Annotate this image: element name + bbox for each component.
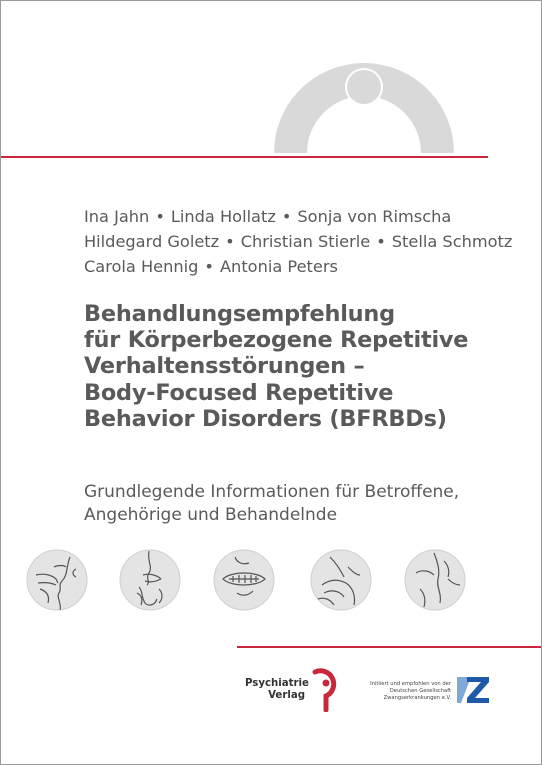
title-line: Body-Focused Repetitive [84, 379, 394, 406]
author-name: Linda Hollatz [170, 207, 276, 226]
author-separator: • [155, 207, 165, 226]
title-line: Behavior Disorders (BFRBDs) [84, 405, 447, 432]
authors-block [84, 204, 524, 279]
psychiatrie-verlag-logo-icon [309, 666, 343, 712]
subtitle-line: Angehörige und Behandelnde [84, 505, 338, 525]
lip-biting-illustration [119, 549, 181, 611]
title-line: Behandlungsempfehlung [84, 301, 395, 327]
top-red-rule [1, 156, 488, 158]
society-text [347, 681, 451, 702]
publisher-name-line-1: Psychiatrie [245, 678, 309, 689]
bottom-red-rule [237, 646, 541, 648]
title-line: Verhaltensstörungen – [84, 353, 365, 380]
society-text-line: Initiiert und empfohlen von der [370, 681, 451, 687]
author-separator: • [204, 257, 214, 276]
subtitle-line: Grundlegende Informationen für Betroffene, [84, 482, 460, 502]
society-text-line: Zwangserkrankungen e.V. [383, 695, 451, 701]
authors-line-1 [84, 204, 524, 229]
dgz-logo-icon [455, 674, 491, 706]
publisher-name-line-2: Verlag [268, 690, 305, 701]
hair-pulling-illustration [404, 549, 466, 611]
authors-line-3 [84, 254, 524, 279]
book-title [84, 301, 524, 432]
author-separator: • [281, 207, 292, 226]
author-name: Hildegard Goletz [84, 232, 220, 251]
arc-logo-icon [1, 1, 541, 171]
title-line: für Körperbezogene Repetitive [84, 327, 469, 354]
author-name: Ina Jahn [84, 207, 150, 226]
author-name: Stella Schmotz [391, 232, 513, 251]
publisher-block [245, 666, 345, 716]
author-name: Carola Hennig [84, 257, 199, 276]
society-block [347, 674, 517, 710]
author-name: Christian Stierle [240, 232, 371, 251]
society-text-line: Deutschen Gesellschaft [389, 688, 451, 694]
author-separator: • [376, 232, 386, 251]
nose-picking-illustration [26, 549, 88, 611]
author-separator: • [225, 232, 235, 251]
author-name: Antonia Peters [219, 257, 338, 276]
skin-picking-illustration [310, 549, 372, 611]
publisher-name [245, 678, 309, 702]
authors-line-2 [84, 229, 524, 254]
book-subtitle [84, 481, 524, 527]
author-name: Sonja von Rimscha [297, 207, 452, 226]
cheek-biting-illustration [213, 549, 275, 611]
